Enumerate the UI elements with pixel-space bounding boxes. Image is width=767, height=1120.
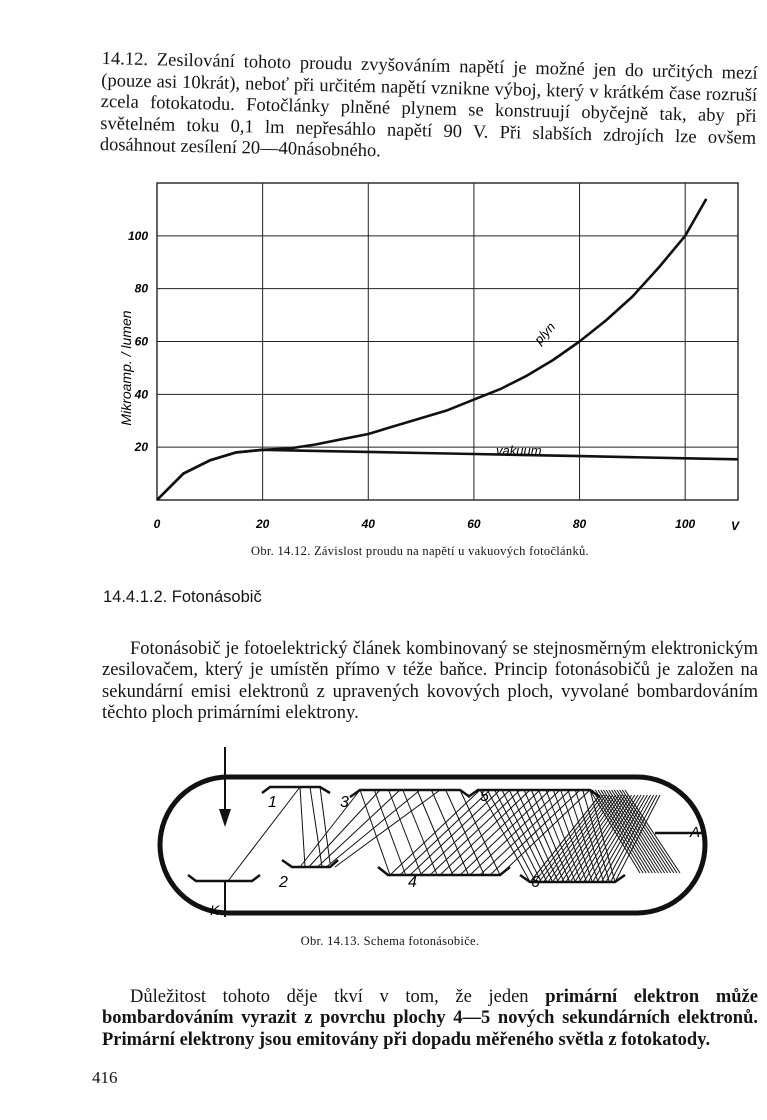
paragraph-importance-plain: Důležitost tohoto děje tkví v tom, že jeden: [130, 986, 546, 1007]
page-number: 416: [92, 1068, 118, 1087]
electron-path: [487, 790, 535, 882]
paragraph-intro: 14.12. Zesilování tohoto proudu zvyšováním napětí je možné jen do určitých mezí (pouze asi 10krát), neboť při určitém napětí vznikne výboj, který v krátkém čase rozruší zcela fotokatodu. Fotočlánky plněné plynem se konstruují obyčejně tak, aby při světelném toku 0,1 lm nepřesáhlo napětí 90 V. Při slabších zdrojích lze ovšem dosáhnout zesílení 20—40násobného.: [99, 48, 758, 161]
figure-caption-diagram: Obr. 14.13. Schema fotonásobiče.: [300, 934, 480, 948]
cathode-K: [188, 875, 260, 881]
electron-path: [374, 790, 405, 875]
dynode-3: [350, 790, 470, 797]
electron-path: [400, 790, 490, 875]
electron-path: [360, 790, 390, 875]
x-tick-label: 0: [153, 517, 161, 531]
y-tick-label: 80: [134, 281, 148, 296]
electron-path: [430, 790, 520, 875]
dynode-label-1: 1: [268, 794, 277, 811]
x-tick-label: 60: [467, 517, 481, 531]
electron-path: [450, 790, 540, 875]
series-line-plyn: [157, 199, 706, 500]
x-tick-label: 20: [255, 517, 270, 531]
electron-path: [509, 790, 552, 882]
electron-path: [320, 787, 330, 863]
paragraph-importance: [102, 987, 758, 1052]
x-tick-label: 100: [675, 517, 696, 531]
electron-path: [420, 790, 510, 875]
y-tick-label: 100: [127, 228, 148, 243]
electron-path: [617, 790, 671, 873]
electron-path: [228, 787, 300, 881]
y-tick-label: 60: [134, 334, 148, 349]
series-label-vakuum: vakuum: [496, 443, 542, 458]
light-arrow-head: [219, 809, 231, 827]
dynode-label-2: 2: [279, 874, 288, 891]
x-tick-label: 40: [361, 517, 375, 531]
dynode-label-3: 3: [340, 794, 349, 811]
y-tick-label: 20: [134, 440, 148, 455]
section-heading: 14.4.1.2. Fotonásobič: [103, 588, 262, 606]
chart-y-axis-label: Mikroamp. / lumen: [118, 310, 134, 426]
series-label-plyn: plyn: [531, 319, 559, 348]
series-line-vakuum: [157, 450, 738, 500]
anode-label-A: A: [690, 824, 701, 841]
diagram-photomultiplier: [0, 745, 767, 925]
paragraph-photomultiplier: Fotonásobič je fotoelektrický článek kombinovaný se stejnosměrným elektronickým zesilovačem, který je umístěn přímo v téže baňce. Princip fotonásobičů je založen na sekundární emisi elektronů z upravených kovových ploch, vyvolané bombardováním těchto ploch primárními elektrony.: [102, 638, 758, 723]
electron-path: [300, 787, 305, 867]
dynode-label-4: 4: [408, 874, 417, 891]
x-unit-label: V: [730, 519, 740, 533]
dynode-label-5: 5: [480, 788, 489, 805]
x-tick-label: 80: [572, 517, 587, 531]
paragraph-importance-bold: primární elektron může bombardováním vyrazit z povrchu plochy 4—5 nových sekundárních elektronů. Primární elektrony jsou emitovány při dopadu měřeného světla z fotokatody.: [102, 986, 758, 1050]
electron-path: [390, 790, 480, 875]
dynode-label-6: 6: [531, 874, 540, 891]
y-tick-label: 40: [134, 387, 148, 402]
cathode-label-K: K: [210, 902, 220, 918]
chart-current-voltage: [0, 0, 767, 540]
electron-path: [500, 790, 590, 875]
electron-path: [403, 790, 437, 875]
chart-series: [157, 199, 738, 500]
figure-caption-chart: Obr. 14.12. Závislost proudu na napětí u vakuových fotočlánků.: [251, 544, 589, 558]
chart-tick-labels: [128, 229, 740, 533]
